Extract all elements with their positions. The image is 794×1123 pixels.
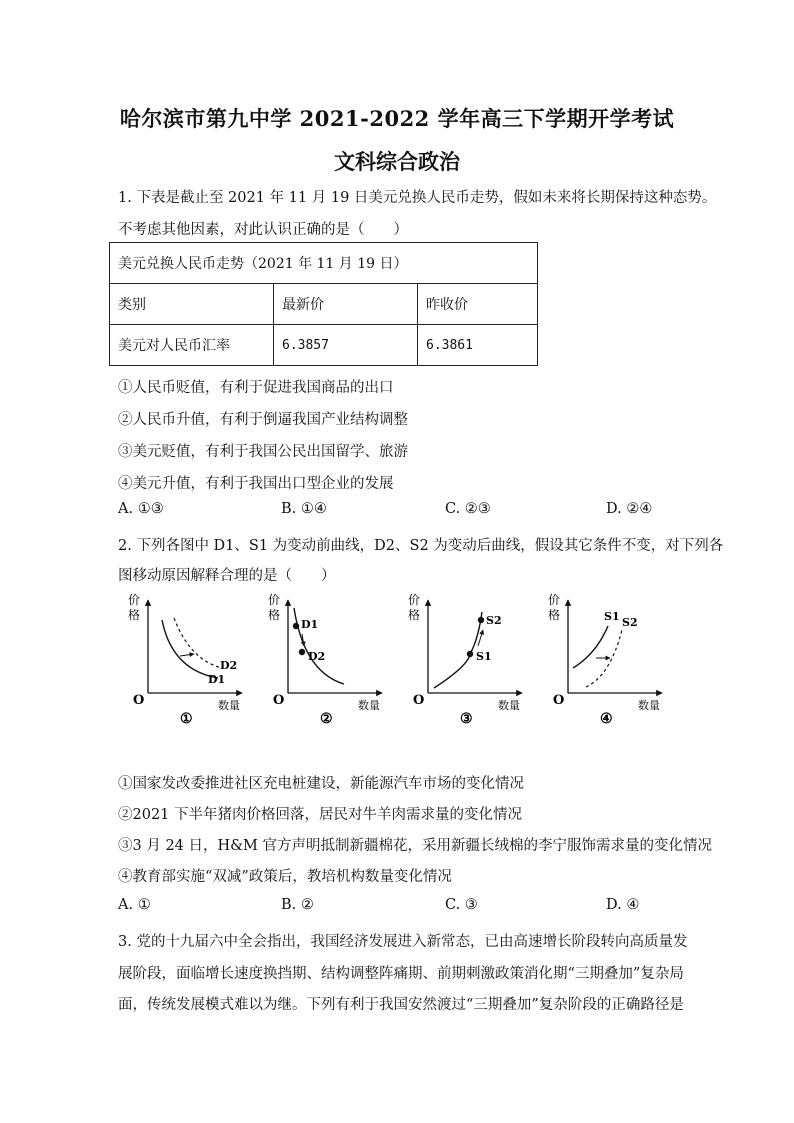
- q2-option-a[interactable]: A. ①: [118, 897, 151, 913]
- curve-label-d1: D1: [301, 618, 319, 631]
- table-cell: 美元对人民币汇率: [110, 325, 274, 366]
- curve-label-d2: D2: [220, 659, 238, 672]
- page-title: 哈尔滨市第九中学 2021-2022 学年高三下学期开学考试: [119, 106, 675, 131]
- table-cell-latest: 6.3857: [274, 325, 418, 366]
- q2-statement-4: ④教育部实施“双减”政策后，教培机构数量变化情况: [118, 869, 452, 885]
- y-axis-label: 格: [408, 608, 421, 622]
- table-caption-row: [110, 243, 538, 284]
- table-header-cell: 类别: [110, 284, 274, 325]
- supply-curve: [434, 612, 482, 688]
- curve-label-d1: D1: [208, 673, 226, 686]
- q1-option-d[interactable]: D. ②④: [606, 501, 653, 517]
- q3-stem-line2: 展阶段，面临增长速度换挡期、结构调整阵痛期、前期刺激政策消化期“三期叠加”复杂局: [118, 966, 684, 982]
- curve-label-s1: S1: [476, 650, 492, 663]
- table-header-cell: 昨收价: [418, 284, 538, 325]
- q1-option-c[interactable]: C. ②③: [445, 501, 491, 517]
- q1-statement-2: ②人民币升值，有利于倒逼我国产业结构调整: [118, 412, 408, 428]
- table-header-row: [110, 284, 538, 325]
- exchange-rate-table: [109, 242, 538, 366]
- q2-stem-line1: 2. 下列各图中 D1、S1 为变动前曲线，D2、S2 为变动后曲线，假设其它条件不变，对下列各: [118, 538, 724, 554]
- table-cell-previous: 6.3861: [418, 325, 538, 366]
- page-subtitle: 文科综合政治: [334, 149, 460, 174]
- q2-statement-2: ②2021 下半年猪肉价格回落，居民对牛羊肉需求量的变化情况: [118, 807, 523, 823]
- curve-label-s1: S1: [604, 610, 620, 623]
- y-axis-label: 价: [408, 593, 421, 607]
- shift-arrow: [180, 654, 194, 656]
- graph-3: [408, 593, 522, 727]
- curve-label-s2: S2: [622, 616, 638, 629]
- q2-stem-line2: 图移动原因解释合理的是（ ）: [118, 568, 336, 584]
- graph-4: [548, 593, 662, 727]
- origin-label: O: [413, 693, 425, 708]
- y-axis-label: 格: [268, 608, 281, 622]
- graph-caption: ③: [460, 711, 473, 727]
- y-axis-label: 价: [128, 593, 141, 607]
- curve-label-d2: D2: [308, 650, 326, 663]
- table-row: [110, 325, 538, 366]
- graph-2: [268, 593, 382, 727]
- y-axis-label: 价: [268, 593, 281, 607]
- graph-caption: ②: [320, 711, 333, 727]
- q1-stem-line1: 1. 下表是截止至 2021 年 11 月 19 日美元兑换人民币走势，假如未来将长期保持这种态势。: [118, 190, 717, 206]
- graph-caption: ①: [180, 711, 193, 727]
- q1-statement-3: ③美元贬值，有利于我国公民出国留学、旅游: [118, 444, 408, 460]
- q3-stem-line1: 3. 党的十九届六中全会指出，我国经济发展进入新常态，已由高速增长阶段转向高质量发: [118, 934, 688, 950]
- q2-option-c[interactable]: C. ③: [445, 897, 478, 913]
- q1-option-a[interactable]: A. ①③: [118, 501, 164, 517]
- x-axis-label: 数量: [638, 699, 660, 712]
- graph-1: [128, 593, 242, 727]
- point-d2: [299, 649, 305, 655]
- q1-statement-4: ④美元升值，有利于我国出口型企业的发展: [118, 476, 394, 492]
- q1-stem-line2: 不考虑其他因素，对此认识正确的是（ ）: [118, 222, 408, 238]
- table-header-cell: 最新价: [274, 284, 418, 325]
- graphs-svg: [118, 590, 678, 730]
- curve-label-s2: S2: [486, 614, 502, 627]
- q1-statement-1: ①人民币贬值，有利于促进我国商品的出口: [118, 380, 394, 396]
- q2-option-d[interactable]: D. ④: [606, 897, 640, 913]
- y-axis-label: 格: [548, 608, 561, 622]
- curve-s1: [573, 626, 608, 668]
- point-s1: [467, 651, 473, 657]
- supply-demand-graphs: [118, 590, 678, 734]
- origin-label: O: [273, 693, 285, 708]
- table-caption: 美元兑换人民币走势（2021 年 11 月 19 日）: [110, 243, 538, 284]
- q2-option-b[interactable]: B. ②: [281, 897, 314, 913]
- origin-label: O: [553, 693, 565, 708]
- y-axis-label: 格: [128, 608, 141, 622]
- point-s2: [478, 617, 484, 623]
- q1-option-b[interactable]: B. ①④: [281, 501, 327, 517]
- point-d1: [293, 623, 299, 629]
- x-axis-label: 数量: [358, 699, 380, 712]
- q2-statement-1: ①国家发改委推进社区充电桩建设，新能源汽车市场的变化情况: [118, 776, 524, 792]
- y-axis-label: 价: [548, 593, 561, 607]
- x-axis-label: 数量: [498, 699, 520, 712]
- graph-caption: ④: [600, 711, 613, 727]
- q2-statement-3: ③3 月 24 日，H&M 官方声明抵制新疆棉花，采用新疆长绒棉的李宁服饰需求量的变化情况: [118, 838, 713, 854]
- origin-label: O: [133, 693, 145, 708]
- x-axis-label: 数量: [218, 699, 240, 712]
- curve-d1: [162, 620, 218, 678]
- q3-stem-line3: 面，传统发展模式难以为继。下列有利于我国安然渡过“三期叠加”复杂阶段的正确路径是: [118, 997, 684, 1013]
